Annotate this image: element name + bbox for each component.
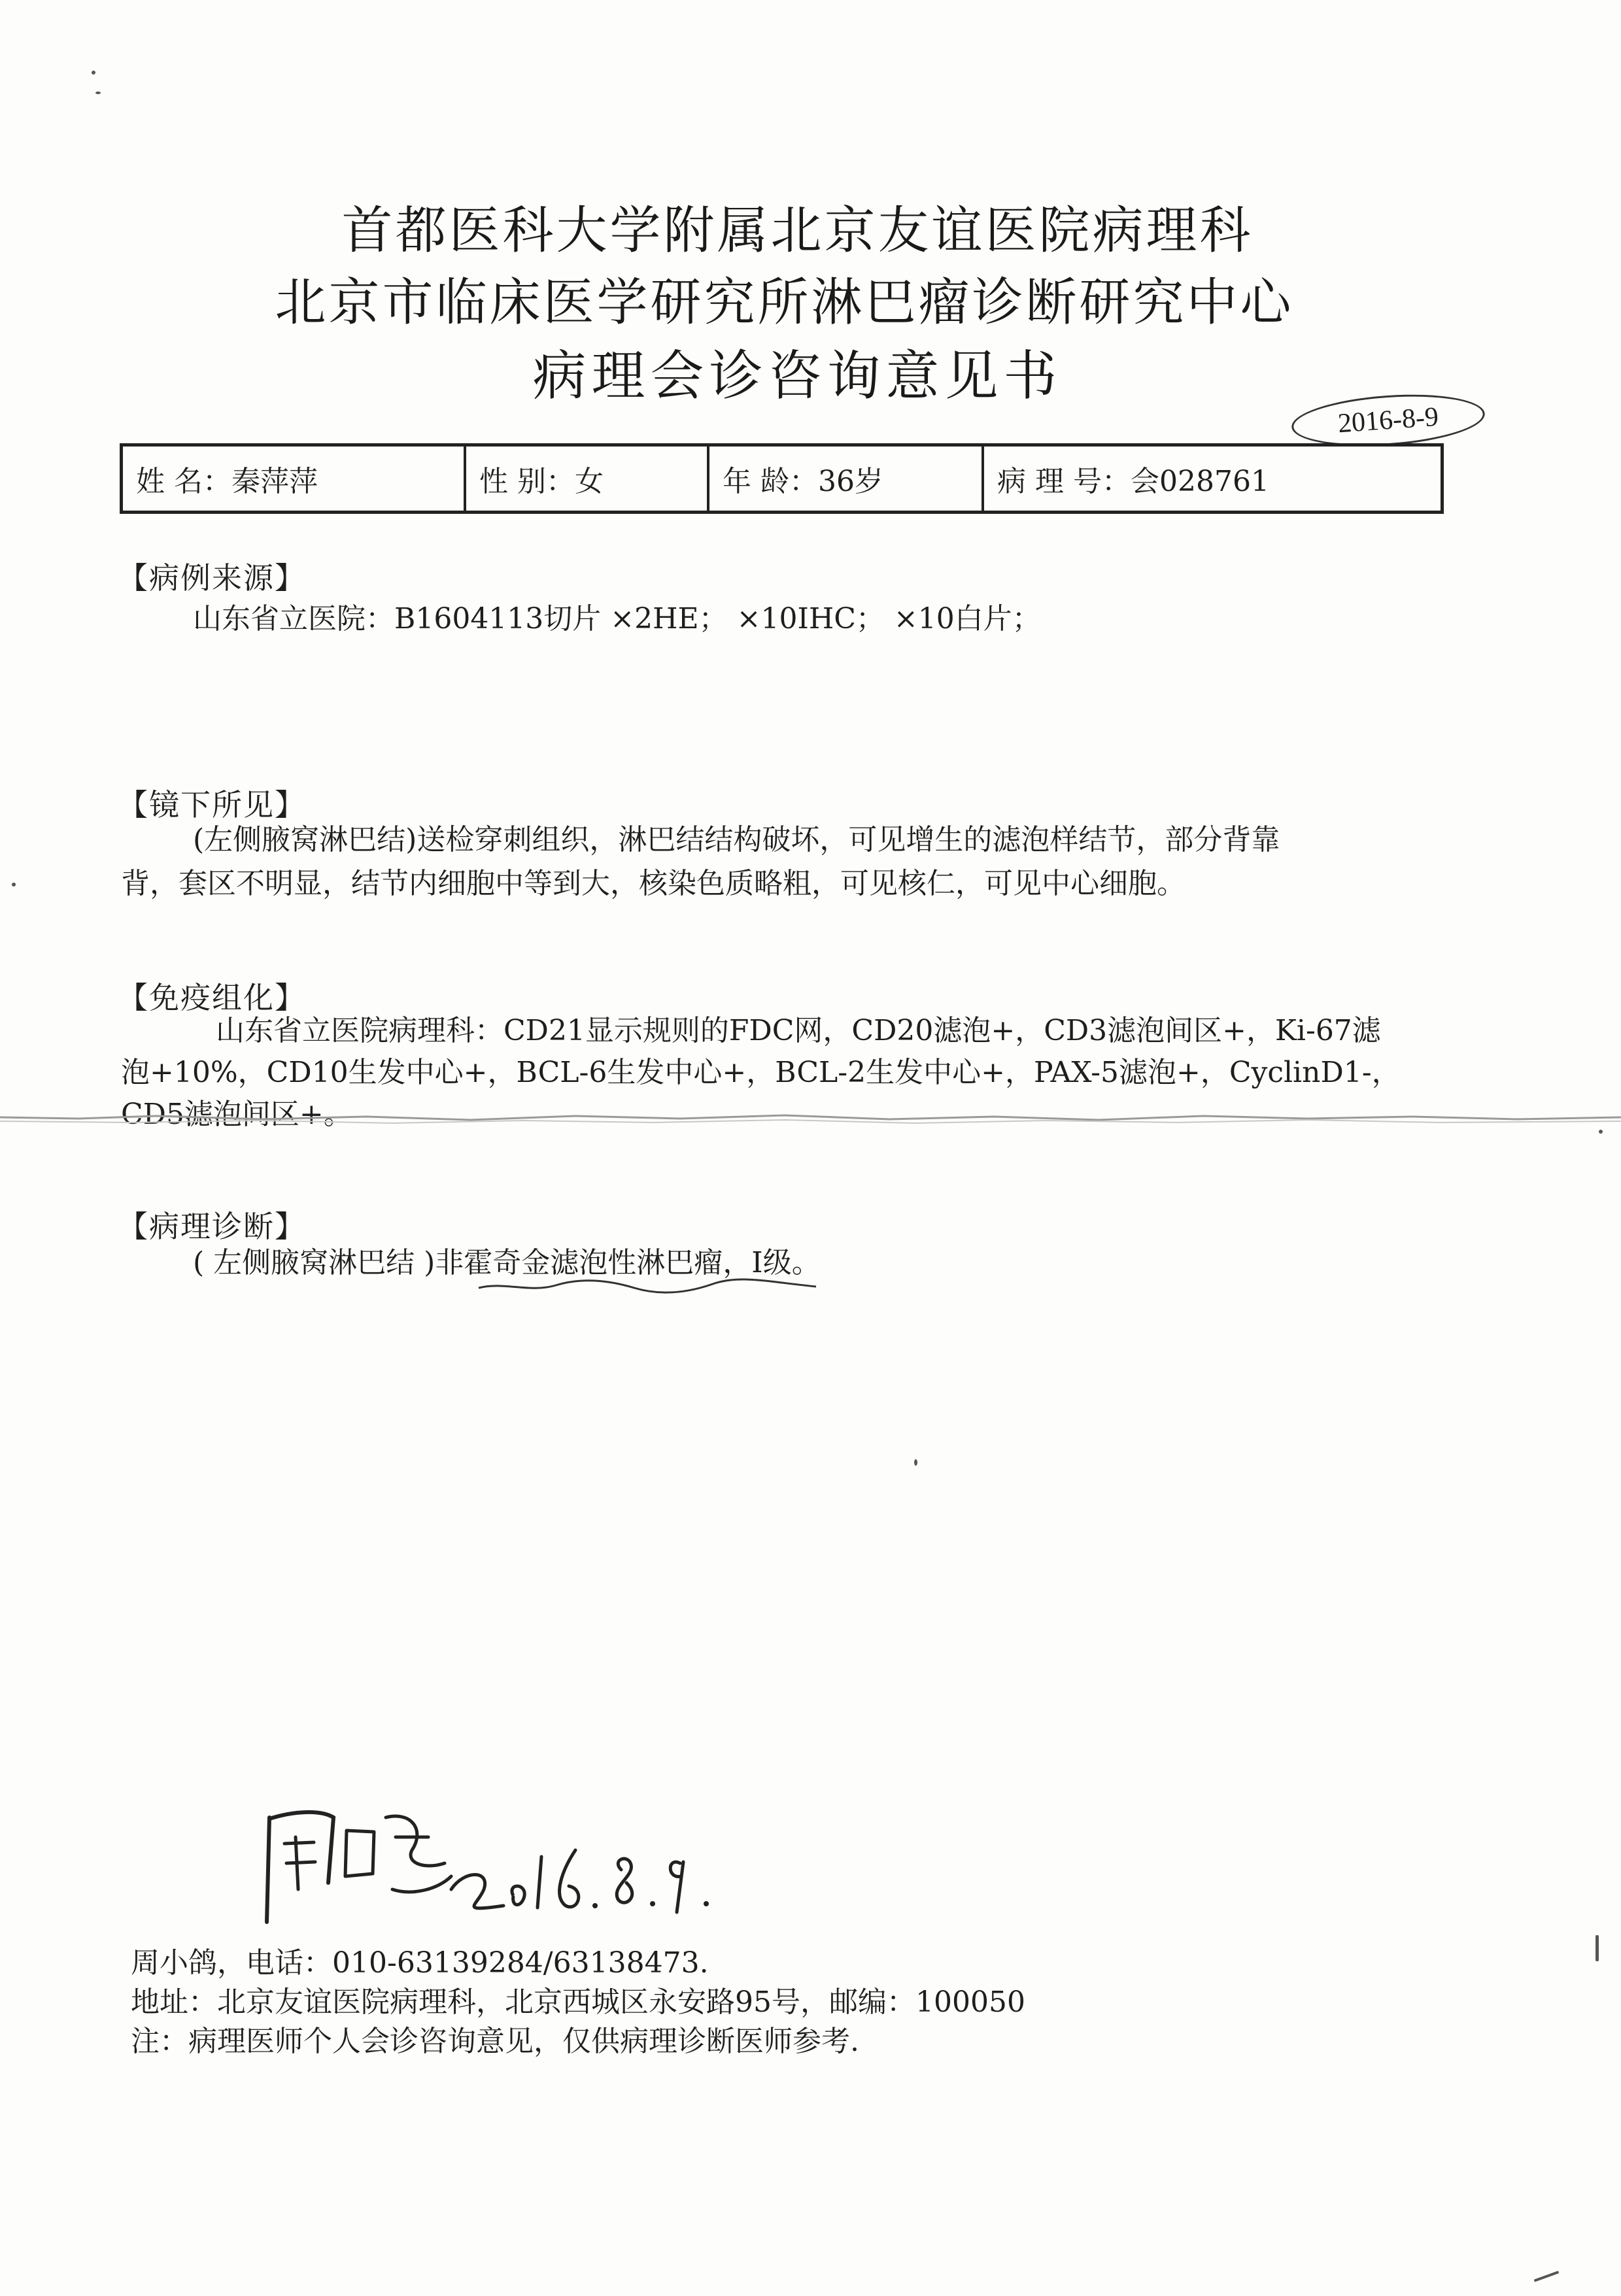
patient-sex-value: 女 bbox=[575, 465, 604, 498]
patient-name-cell bbox=[123, 447, 466, 511]
patient-info-table bbox=[120, 443, 1444, 514]
scan-speck bbox=[1534, 2271, 1560, 2282]
document-title: 病理会诊咨询意见书 bbox=[532, 345, 1063, 407]
diagnosis-site: ( 左侧腋窝淋巴结 ) bbox=[193, 1246, 435, 1279]
microscopy-line-2: 背，套区不明显，结节内细胞中等到大，核染色质略粗，可见核仁，可见中心细胞。 bbox=[121, 867, 1186, 900]
diagnosis-heading: 【病理诊断】 bbox=[118, 1209, 306, 1244]
scan-speck bbox=[914, 1459, 917, 1466]
pathology-number-value: 会028761 bbox=[1130, 465, 1269, 498]
handwritten-signature bbox=[255, 1791, 713, 1942]
paper-crease-line bbox=[0, 1108, 1621, 1128]
scan-speck bbox=[1595, 1935, 1599, 1961]
pathology-number-cell bbox=[984, 447, 1441, 511]
microscopy-line-1: (左侧腋窝淋巴结)送检穿刺组织，淋巴结结构破坏，可见增生的滤泡样结节，部分背靠 bbox=[193, 823, 1280, 856]
source-heading: 【病例来源】 bbox=[118, 560, 306, 596]
diagnosis-handwritten-underline bbox=[477, 1276, 817, 1296]
contact-line: 周小鸽，电话：010-63139284/63138473. bbox=[131, 1946, 709, 1980]
scan-speck bbox=[12, 883, 16, 886]
ihc-line-2: 泡+10%，CD10生发中心+，BCL-6生发中心+，BCL-2生发中心+，PAX-5滤泡+，CyclinD1-， bbox=[121, 1056, 1401, 1089]
ihc-line-3: CD5滤泡间区+。 bbox=[121, 1098, 352, 1131]
diagnosis-line bbox=[193, 1239, 821, 1281]
patient-age-label: 年 龄： bbox=[723, 465, 818, 498]
hospital-department-title: 首都医科大学附属北京友谊医院病理科 bbox=[341, 201, 1254, 260]
pathology-number-label: 病 理 号： bbox=[997, 465, 1131, 498]
patient-age-cell bbox=[709, 447, 984, 511]
date-stamp-text: 2016-8-9 bbox=[1337, 401, 1440, 439]
patient-name-label: 姓 名： bbox=[136, 465, 231, 498]
ihc-line-1: 山东省立医院病理科：CD21显示规则的FDC网，CD20滤泡+，CD3滤泡间区+，Ki-67滤 bbox=[216, 1014, 1381, 1047]
source-body: 山东省立医院：B1604113切片 ×2HE； ×10IHC； ×10白片； bbox=[193, 602, 1041, 635]
research-center-title: 北京市临床医学研究所淋巴瘤诊断研究中心 bbox=[275, 273, 1294, 332]
microscopy-heading: 【镜下所见】 bbox=[118, 787, 306, 822]
diagnosis-main: 非霍奇金滤泡性淋巴瘤 bbox=[435, 1246, 723, 1279]
address-line: 地址：北京友谊医院病理科，北京西城区永安路95号，邮编：100050 bbox=[131, 1985, 1025, 2019]
diagnosis-grade: ，Ⅰ级。 bbox=[723, 1246, 821, 1279]
patient-age-value: 36岁 bbox=[818, 465, 883, 498]
scan-speck bbox=[95, 92, 101, 94]
patient-sex-label: 性 别： bbox=[479, 465, 575, 498]
ihc-heading: 【免疫组化】 bbox=[118, 980, 306, 1015]
scan-speck bbox=[1599, 1130, 1603, 1134]
disclaimer-note: 注：病理医师个人会诊咨询意见，仅供病理诊断医师参考. bbox=[131, 2025, 859, 2058]
patient-sex-cell bbox=[466, 447, 709, 511]
scan-speck bbox=[92, 71, 95, 75]
patient-name-value: 秦萍萍 bbox=[231, 465, 318, 498]
